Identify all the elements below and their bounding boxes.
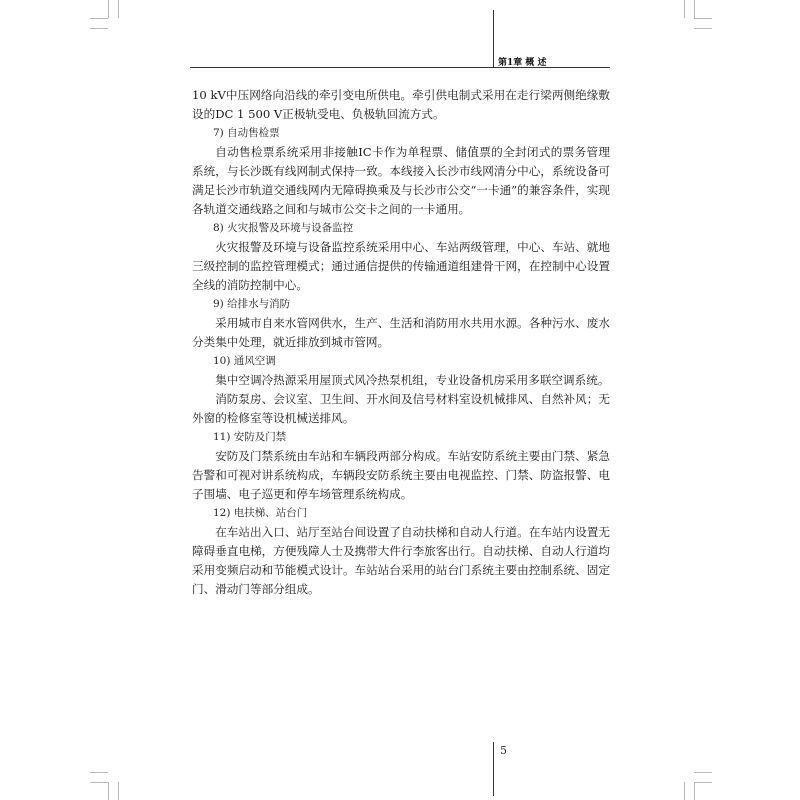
crop-mark (694, 782, 695, 800)
footer-vertical-rule (493, 742, 494, 796)
paragraph: 消防泵房、会议室、卫生间、开水间及信号材料室设机械排风、自然补风；无外窗的检修室等设机械送排风。 (192, 392, 610, 425)
paragraph: 采用城市自来水管网供水，生产、生活和消防用水共用水源。各种污水、废水分类集中处理，就近排放到城市管网。 (192, 316, 610, 349)
crop-mark (118, 0, 119, 18)
crop-mark (694, 28, 712, 29)
section-heading: 12) 电扶梯、站台门 (213, 507, 308, 519)
crop-mark (90, 782, 108, 783)
section-heading: 8) 火灾报警及环境与设备监控 (213, 222, 354, 234)
crop-mark (108, 782, 109, 800)
crop-mark (694, 18, 712, 19)
section-heading: 11) 安防及门禁 (213, 431, 287, 443)
crop-mark (90, 18, 108, 19)
paragraph: 自动售检票系统采用非接触IC卡作为单程票、储值票的全封闭式的票务管理系统，与长沙既有线网制式保持一致。本线接入长沙市线网清分中心，系统设备可满足长沙市轨道交通线网内无障碍换乘及与长沙市公交“一卡通”的兼容条件，实现各轨道交通线路之间和与城市公交卡之间的一卡通用。 (192, 145, 610, 216)
paragraph: 集中空调冷热源采用屋顶式风冷热泵机组，专业设备机房采用多联空调系统。 (215, 373, 610, 387)
crop-mark (684, 782, 685, 800)
page-body (192, 86, 610, 599)
paragraph: 10 kV中压网络向沿线的牵引变电所供电。牵引供电制式采用在走行梁两侧绝缘敷设的DC 1 500 V正极轨受电、负极轨回流方式。 (192, 88, 610, 121)
crop-mark (694, 782, 712, 783)
running-header: 第1章 概 述 (498, 58, 547, 68)
page-number: 5 (500, 744, 507, 757)
crop-mark (90, 772, 108, 773)
paragraph: 在车站出入口、站厅至站台间设置了自动扶梯和自动人行道。在车站内设置无障碍垂直电梯，方便残障人士及携带大件行李旅客出行。自动扶梯、自动人行道均采用变频启动和节能模式设计。车站站台采用的站台门系统主要由控制系统、固定门、滑动门等部分组成。 (192, 525, 610, 596)
header-rule (190, 67, 610, 68)
paragraph: 火灾报警及环境与设备监控系统采用中心、车站两级管理，中心、车站、就地三级控制的监控管理模式；通过通信提供的传输通道组建骨干网，在控制中心设置全线的消防控制中心。 (192, 240, 610, 292)
crop-mark (90, 28, 108, 29)
crop-mark (108, 0, 109, 18)
crop-mark (118, 782, 119, 800)
header-vertical-rule (493, 10, 494, 68)
crop-mark (694, 0, 695, 18)
crop-mark (684, 0, 685, 18)
section-heading: 10) 通风空调 (213, 355, 276, 367)
paragraph: 安防及门禁系统由车站和车辆段两部分构成。车站安防系统主要由门禁、紧急告警和可视对讲系统构成，车辆段安防系统主要由电视监控、门禁、防盗报警、电子围墙、电子巡更和停车场管理系统构成。 (192, 449, 610, 501)
section-heading: 7) 自动售检票 (213, 127, 280, 139)
section-heading: 9) 给排水与消防 (213, 298, 291, 310)
crop-mark (694, 772, 712, 773)
